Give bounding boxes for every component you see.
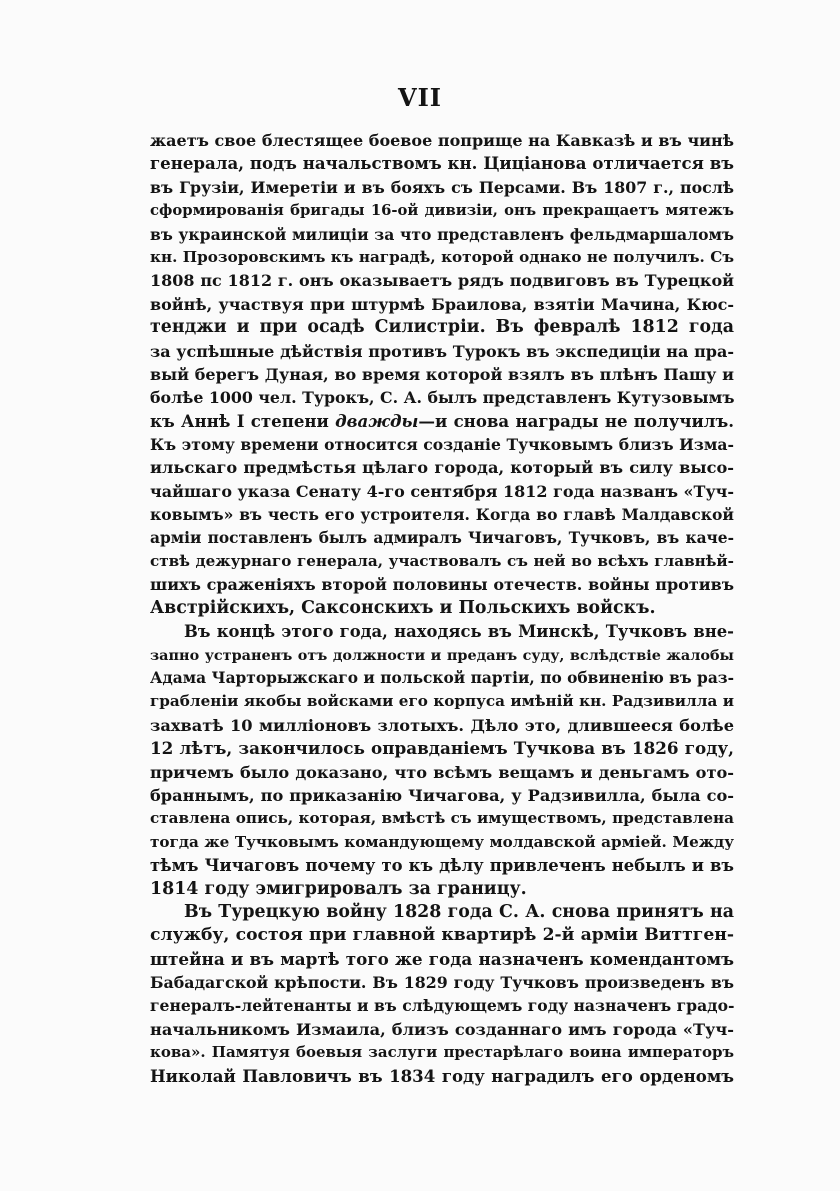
text-line: ставлена опись, которая, вмѣстѣ съ имуществомъ, представлена bbox=[150, 809, 734, 828]
text-line: Въ концѣ этого года, находясь въ Минскѣ, Тучковъ вне- bbox=[184, 622, 734, 642]
emphasized-word: дважды bbox=[335, 410, 419, 431]
text-line: чайшаго указа Сенату 4-го сентября 1812 года названъ «Туч- bbox=[150, 481, 734, 501]
text-line: генералъ-лейтенанты и въ слѣдующемъ году назначенъ градо- bbox=[150, 996, 734, 1016]
text-line: тенджи и при осадѣ Силистрiи. Въ февралѣ 1812 года bbox=[150, 317, 734, 338]
text-line: браннымъ, по приказанiю Чичагова, у Радзивилла, была со- bbox=[150, 785, 734, 805]
text-line: службу, состоя при главной квартирѣ 2-й армiи Виттген- bbox=[150, 925, 734, 946]
text-line: кн. Прозоровскимъ къ наградѣ, которой однако не получилъ. Съ bbox=[150, 247, 734, 266]
text-line: штейна и въ мартѣ того же года назначенъ комендантомъ bbox=[150, 948, 734, 969]
text-line: захватѣ 10 миллiоновъ злотыхъ. Дѣло это, длившееся болѣе bbox=[150, 715, 734, 735]
text-line: Австрiйскихъ, Саксонскихъ и Польскихъ войскъ. bbox=[150, 597, 656, 618]
text-line: запно устраненъ отъ должности и преданъ суду, вслѣдствiе жалобы bbox=[150, 646, 734, 664]
text-line: кова». Памятуя боевыя заслуги престарѣлаго воина императоръ bbox=[150, 1043, 734, 1062]
text-line: жаетъ свое блестящее боевое поприще на Кавказѣ и въ чинѣ bbox=[150, 131, 734, 150]
text-line: 1814 году эмигрировалъ за границу. bbox=[150, 878, 527, 899]
text-line: шихъ сраженiяхъ второй половины отечеств. войны противъ bbox=[150, 575, 734, 595]
text-line: 12 лѣтъ, закончилось оправданiемъ Тучкова въ 1826 году, bbox=[150, 738, 734, 759]
text-line: 1808 пс 1812 г. онъ оказываетъ рядъ подвиговъ въ Турецкой bbox=[150, 271, 734, 291]
text-line: болѣе 1000 чел. Турокъ, С. А. былъ представленъ Кутузовымъ bbox=[150, 388, 734, 408]
text-line: къ Аннѣ I степени дважды—и снова награды не получилъ. bbox=[150, 410, 734, 431]
text-line: причемъ было доказано, что всѣмъ вещамъ и деньгамъ ото- bbox=[150, 762, 734, 782]
text-line: начальникомъ Измаила, близъ созданнаго имъ города «Туч- bbox=[150, 1019, 734, 1039]
text-line: Николай Павловичъ въ 1834 году наградилъ его орденомъ bbox=[150, 1065, 734, 1086]
text-line: ковымъ» въ честь его устроителя. Когда во главѣ Малдавской bbox=[150, 505, 734, 525]
text-line: сформированiя бригады 16-ой дивизiи, онъ прекращаетъ мятежъ bbox=[150, 202, 734, 220]
text-line: ильскаго предмѣстья цѣлаго города, который въ силу высо- bbox=[150, 458, 734, 478]
text-line: тѣмъ Чичаговъ почему то къ дѣлу привлеченъ небылъ и въ bbox=[150, 856, 734, 876]
text-line: Къ этому времени относится созданiе Тучковымъ близъ Изма- bbox=[150, 435, 734, 455]
text-line: Въ Турецкую войну 1828 года С. А. снова принятъ на bbox=[184, 901, 734, 922]
text-line: въ Грузiи, Имеретiи и въ бояхъ съ Персами. Въ 1807 г., послѣ bbox=[150, 177, 734, 197]
text-line: вый берегъ Дуная, во время которой взялъ въ плѣнъ Пашу и bbox=[150, 364, 734, 384]
text-line: армiи поставленъ былъ адмиралъ Чичаговъ, Тучковъ, въ каче- bbox=[150, 528, 734, 547]
text-line: грабленiи якобы войсками его корпуса имѣнiй кн. Радзивилла и bbox=[150, 692, 734, 711]
text-line: за успѣшные дѣйствiя противъ Турокъ въ экспедицiи на пра- bbox=[150, 341, 734, 361]
text-line: Адама Чарторыжскаго и польской партiи, по обвиненiю въ раз- bbox=[150, 668, 734, 687]
text-line: Бабадагской крѣпости. Въ 1829 году Тучковъ произведенъ въ bbox=[150, 973, 734, 993]
page-number: VII bbox=[397, 83, 443, 112]
text-line: въ украинской милицiи за что представленъ фельдмаршаломъ bbox=[150, 224, 734, 244]
text-line: генерала, подъ начальствомъ кн. Цицiанова отличается въ bbox=[150, 153, 734, 174]
text-line: ствѣ дежурнаго генерала, участвовалъ съ ней во всѣхъ главнѣй- bbox=[150, 552, 734, 571]
text-line: тогда же Тучковымъ командующему молдавской армiей. Между bbox=[150, 832, 734, 851]
body-text bbox=[150, 129, 734, 1088]
text-line: войнѣ, участвуя при штурмѣ Браилова, взятiи Мачина, Кюс- bbox=[150, 294, 734, 314]
